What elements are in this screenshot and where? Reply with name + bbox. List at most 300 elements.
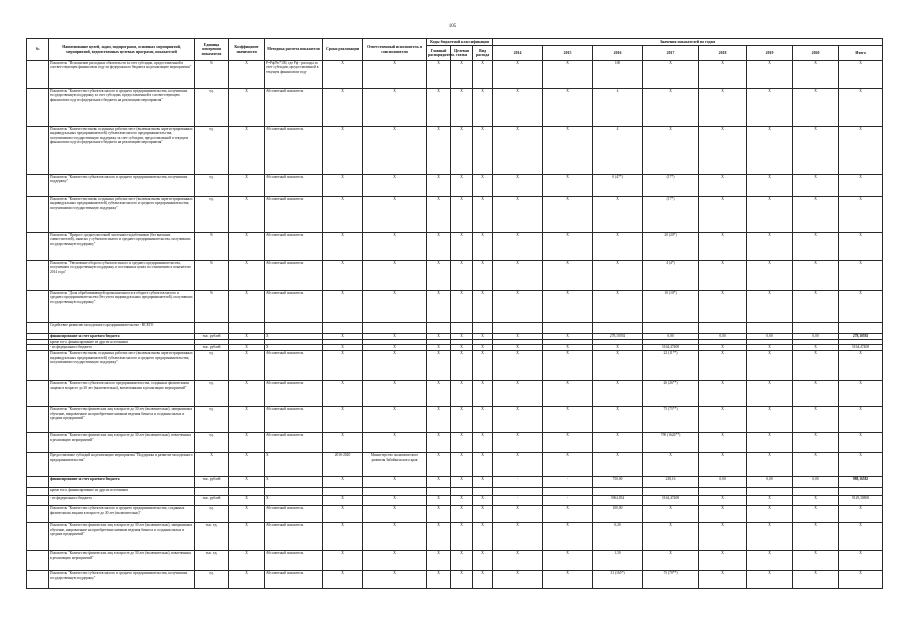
row-2015: X [543,407,593,433]
row-glav: X [427,334,451,340]
row-total: 9129,30808 [839,496,883,506]
row-num [27,433,49,453]
row-2018: X [699,506,747,523]
row-2014: X [493,291,543,323]
row-method: Абсолютный показатель [265,407,323,433]
row-2017: 26 (26**) [643,381,699,407]
row-2016 [593,323,643,334]
row-num [27,506,49,523]
row-2015: X [543,571,593,589]
row-method: X [265,345,323,351]
row-unit: % [195,233,229,261]
row-2015: X [543,89,593,127]
row-2019: X [747,291,793,323]
row-2019: X [747,453,793,477]
row-target-article: X [451,407,473,433]
row-target-article: X [451,523,473,551]
row-2020: X [793,571,839,589]
row-2016 [593,488,643,496]
row-2019 [747,323,793,334]
row-coef: X [229,351,265,381]
table-row [27,488,883,496]
row-2019: X [747,381,793,407]
row-method: Абсолютный показатель [265,523,323,551]
row-target-article: X [451,345,473,351]
row-glav: X [427,291,451,323]
row-period: X [323,571,363,589]
row-2015: X [543,453,593,477]
row-target-article: X [451,571,473,589]
row-responsible: X [363,523,427,551]
row-expense-type [473,323,493,334]
row-name: Показатель "Количество субъектов малого и среднего предпринимательства, созданных физическими лицами в возрасте до 30 лет (включительно)" [49,506,195,523]
row-glav: X [427,261,451,291]
row-name: Показатель "Количество субъектов малого предпринимательства, созданных физическими лицами в возрасте до 30 лет (включительно), вовлеченными в реализацию мероприятий" [49,381,195,407]
row-method: Абсолютный показатель [265,381,323,407]
row-2015: - [543,477,593,488]
row-2016: X [593,433,643,453]
row-period: X [323,233,363,261]
row-period: X [323,345,363,351]
row-num [27,89,49,127]
row-2017: X [643,551,699,571]
row-expense-type: X [473,197,493,233]
row-2014: X [493,233,543,261]
row-coef: X [229,233,265,261]
row-period [323,488,363,496]
row-2015: X [543,345,593,351]
col-unit: Единица измерения показателя [195,39,229,61]
row-unit: тыс. ед. [195,523,229,551]
row-2016: X [593,381,643,407]
row-unit: ед. [195,175,229,197]
row-responsible: X [363,551,427,571]
row-unit: тыс. рублей [195,496,229,506]
row-num [27,127,49,175]
row-2019: X [747,61,793,89]
row-total: X [839,197,883,233]
row-2014: X [493,351,543,381]
row-period: 2016-2020 [323,453,363,477]
row-total: X [839,571,883,589]
row-2019: 0,00 [747,334,793,340]
program-indicators-table [26,38,883,589]
row-period: X [323,89,363,127]
row-2019: X [747,197,793,233]
table-row [27,496,883,506]
row-2019: X [747,551,793,571]
row-num [27,351,49,381]
row-total: 5164,47408 [839,345,883,351]
row-expense-type: X [473,127,493,175]
row-target-article: X [451,291,473,323]
row-expense-type: X [473,345,493,351]
row-period: X [323,334,363,340]
row-2016: 4 [593,127,643,175]
row-total: 988,16582 [839,477,883,488]
row-total: X [839,551,883,571]
row-glav: X [427,61,451,89]
row-2014: X [493,61,543,89]
row-responsible: X [363,433,427,453]
row-unit: ед. [195,197,229,233]
row-2019: X [747,233,793,261]
row-glav: X [427,551,451,571]
row-period: X [323,551,363,571]
row-glav: X [427,381,451,407]
row-period: X [323,291,363,323]
row-period: X [323,197,363,233]
col-years-group: Значения показателей по годам [493,39,883,46]
row-responsible [363,488,427,496]
row-responsible: X [363,261,427,291]
row-target-article: X [451,453,473,477]
row-2018: X [699,407,747,433]
row-method: X [265,496,323,506]
row-2014: X [493,433,543,453]
row-responsible: X [363,381,427,407]
col-responsible: Ответственный исполнитель и соисполнители [363,39,427,61]
row-2017: 20 (20*) [643,233,699,261]
row-2016: X [593,291,643,323]
row-glav: X [427,345,451,351]
row-2014: X [493,89,543,127]
row-2017: 0,00 [643,334,699,340]
row-coef: X [229,433,265,453]
row-total: X [839,233,883,261]
row-target-article: X [451,477,473,488]
row-2014: X [493,127,543,175]
row-method: Абсолютный показатель [265,233,323,261]
row-2017 [643,488,699,496]
row-period: X [323,127,363,175]
row-glav: X [427,351,451,381]
row-2014: X [493,381,543,407]
row-2015: X [543,197,593,233]
row-method: Абсолютный показатель [265,175,323,197]
row-method: Абсолютный показатель [265,127,323,175]
col-glav: Главный распорядитель [427,46,451,61]
row-glav: X [427,127,451,175]
row-2015: X [543,351,593,381]
row-name: кроме того, финансирование из других источников [49,340,195,345]
col-coef: Коэффициент значимости [229,39,265,61]
row-num [27,488,49,496]
row-responsible: X [363,175,427,197]
row-2020: X [793,523,839,551]
row-name: Показатель "Количество субъектов малого и среднего предпринимательства, получивших поддержку" [49,175,195,197]
row-expense-type: X [473,175,493,197]
row-2019: 0,00 [747,477,793,488]
row-unit: ед. [195,127,229,175]
row-period: X [323,61,363,89]
row-2019: X [747,345,793,351]
row-unit: тыс. рублей [195,477,229,488]
col-budget-codes: Коды бюджетной классификации [427,39,493,46]
row-2015 [543,323,593,334]
row-coef: X [229,477,265,488]
row-responsible [363,323,427,334]
row-method: Абсолютный показатель [265,261,323,291]
row-2018 [699,488,747,496]
row-2017: 10 (10*) [643,291,699,323]
row-2017 [643,323,699,334]
row-glav: X [427,233,451,261]
table-row [27,351,883,381]
col-total: Итого [839,46,883,61]
row-unit: % [195,291,229,323]
row-num [27,291,49,323]
row-period: X [323,381,363,407]
col-2019: 2019 [747,46,793,61]
table-row [27,477,883,488]
row-unit: ед. [195,433,229,453]
row-2018: X [699,127,747,175]
row-total: X [839,407,883,433]
row-method: X [265,334,323,340]
row-name: Показатель "Количество субъектов малого и среднего предпринимательства, получивших государственную поддержку за счет субсидии, предоставленной в соответствующем финансовом году из федерального бюджета на реализацию мероприятия" [49,89,195,127]
row-total: X [839,506,883,523]
row-method: Абсолютный показатель [265,197,323,233]
row-2014: X [493,261,543,291]
row-2015: X [543,261,593,291]
row-2020 [793,323,839,334]
row-2017: 75 (70**) [643,571,699,589]
row-coef: X [229,261,265,291]
row-2020: X [793,233,839,261]
row-expense-type: X [473,291,493,323]
row-2015: X [543,291,593,323]
row-2018: X [699,496,747,506]
row-coef: X [229,291,265,323]
row-2018: X [699,381,747,407]
row-2014: - [493,496,543,506]
row-total [839,323,883,334]
row-coef: X [229,127,265,175]
row-2015: - [543,496,593,506]
row-coef: X [229,334,265,340]
row-coef: X [229,345,265,351]
col-name: Наименование целей, задач, подпрограмм, основных мероприятий, мероприятий, ведомственных целевых программ, показателей [49,39,195,61]
row-total: X [839,61,883,89]
col-2020: 2020 [793,46,839,61]
row-target-article: X [451,506,473,523]
row-unit [195,488,229,496]
row-expense-type: X [473,433,493,453]
row-num [27,453,49,477]
table-row [27,61,883,89]
row-2016: X [593,351,643,381]
table-row [27,233,883,261]
row-total: X [839,261,883,291]
row-responsible: X [363,291,427,323]
table-row [27,571,883,589]
row-name: Показатель "Количество физических лиц в возрасте до 30 лет (включительно), вовлеченных в реализацию мероприятий" [49,433,195,453]
row-coef: X [229,197,265,233]
col-2017: 2017 [643,46,699,61]
col-period: Сроки реализации [323,39,363,61]
row-expense-type: X [473,571,493,589]
row-2017: 5164,47408 [643,345,699,351]
row-coef [229,323,265,334]
row-2018: X [699,175,747,197]
table-row [27,453,883,477]
row-2020: X [793,381,839,407]
row-2019: X [747,433,793,453]
row-2020 [793,488,839,496]
row-2014: X [493,175,543,197]
row-coef: X [229,523,265,551]
row-name: - из федерального бюджета [49,496,195,506]
row-glav: X [427,433,451,453]
row-2015: X [543,233,593,261]
row-2019: X [747,496,793,506]
row-name: - из федерального бюджета [49,345,195,351]
row-expense-type: X [473,261,493,291]
row-responsible: X [363,571,427,589]
row-name: финансирование за счет краевого бюджета [49,477,195,488]
row-2018: X [699,291,747,323]
row-target-article: X [451,261,473,291]
row-2016: X [593,345,643,351]
row-period: X [323,261,363,291]
row-expense-type: X [473,334,493,340]
row-glav: X [427,477,451,488]
row-2019: X [747,261,793,291]
row-num [27,175,49,197]
row-target-article [451,488,473,496]
row-expense-type: X [473,233,493,261]
row-target-article: X [451,61,473,89]
row-total: X [839,89,883,127]
row-2014: X [493,571,543,589]
row-glav: X [427,506,451,523]
row-target-article: X [451,127,473,175]
row-unit: тыс. рублей [195,345,229,351]
row-method [265,323,323,334]
row-2017: X [643,523,699,551]
row-2016: X [593,233,643,261]
row-total: X [839,351,883,381]
row-expense-type: X [473,351,493,381]
row-2015: X [543,551,593,571]
row-unit: ед. [195,407,229,433]
row-2020: 0,00 [793,477,839,488]
row-2015: X [543,433,593,453]
row-2015: X [543,523,593,551]
row-glav [427,323,451,334]
row-2014: X [493,407,543,433]
row-name: финансирование за счет краевого бюджета [49,334,195,340]
row-responsible: X [363,334,427,340]
table-row [27,323,883,334]
row-glav: X [427,407,451,433]
row-expense-type: X [473,496,493,506]
row-coef: X [229,61,265,89]
row-target-article: X [451,89,473,127]
row-2020: X [793,407,839,433]
row-total: X [839,381,883,407]
row-target-article: X [451,433,473,453]
row-2019: X [747,523,793,551]
row-2016: 0,20 [593,523,643,551]
row-2016: 0 (47*) [593,175,643,197]
row-expense-type: X [473,551,493,571]
row-2017: 790 (1626**) [643,433,699,453]
row-2018: X [699,233,747,261]
row-period: X [323,351,363,381]
row-glav: X [427,523,451,551]
row-2018: 0,00 [699,334,747,340]
row-glav: X [427,89,451,127]
row-method: Абсолютный показатель [265,551,323,571]
row-expense-type: X [473,453,493,477]
row-2018: 0,00 [699,477,747,488]
row-expense-type: X [473,89,493,127]
row-2020: X [793,291,839,323]
row-responsible: X [363,351,427,381]
table-row [27,523,883,551]
row-coef: X [229,551,265,571]
row-name: кроме того, финансирование из других источников [49,488,195,496]
table-row [27,89,883,127]
row-2020: X [793,127,839,175]
row-2015: X [543,381,593,407]
row-2018: X [699,571,747,589]
row-2018: X [699,89,747,127]
row-responsible: X [363,197,427,233]
row-total: X [839,433,883,453]
table-body [27,61,883,589]
row-glav: X [427,496,451,506]
row-name: Предоставление субсидий на реализацию мероприятия "Поддержка и развитие молодежного предпринимательства" [49,453,195,477]
row-method: Абсолютный показатель [265,433,323,453]
row-total: 278,10592 [839,334,883,340]
row-2017: X [643,453,699,477]
row-2017: (17*) [643,175,699,197]
col-2018: 2018 [699,46,747,61]
row-2020: X [793,351,839,381]
row-name: Содействие развитию молодежного предпринимательства - ВСЕГО [49,323,195,334]
row-expense-type: X [473,407,493,433]
row-period: X [323,523,363,551]
row-num [27,323,49,334]
row-2018: X [699,551,747,571]
row-2015: X [543,61,593,89]
row-method: Абсолютный показатель [265,571,323,589]
table-row [27,506,883,523]
row-glav: X [427,197,451,233]
row-num [27,477,49,488]
table-row [27,407,883,433]
row-target-article: X [451,197,473,233]
row-total: X [839,127,883,175]
row-name: Показатель "Количество физических лиц в возрасте до 30 лет (включительно), вовлеченных в реализацию мероприятий" [49,551,195,571]
row-responsible: X [363,233,427,261]
col-target-article: Целевая статья [451,46,473,61]
row-coef: X [229,175,265,197]
row-2014: X [493,197,543,233]
row-2019: X [747,506,793,523]
row-unit: % [195,261,229,291]
table-row [27,197,883,233]
row-responsible: X [363,61,427,89]
row-2016: X [593,453,643,477]
row-name: Показатель "Доля обрабатывающей промышленности в обороте субъектов малого и среднего предпринимательства (без учета индивидуальных предпринимателей), получивших государственную поддержку" [49,291,195,323]
row-total: X [839,523,883,551]
row-2020: X [793,453,839,477]
row-2016: X [593,261,643,291]
